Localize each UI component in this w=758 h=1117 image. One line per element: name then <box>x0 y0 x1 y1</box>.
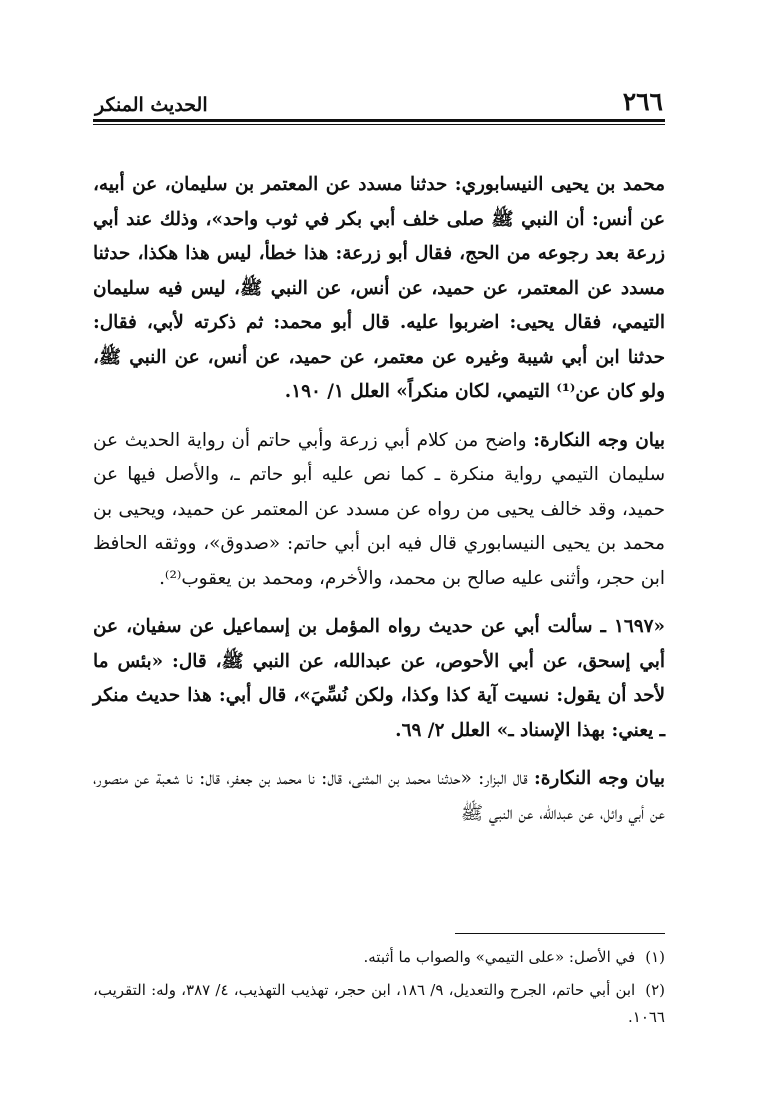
paragraph-2-text: واضح من كلام أبي زرعة وأبي حاتم أن رواية الحديث عن سليمان التيمي رواية منكرة ـ كما نص عليه أبو حاتم ـ، والأصل فيها عن حميد، وقد خالف يحيى من رواه عن مسدد عن المعتمر عن حميد، ويحيى بن محمد بن يحيى النيسابوري قال فيه ابن أبي حاتم: «صدوق»، ووثقه الحافظ ابن حجر، وأثنى عليه صالح بن محمد، والأخرم، ومحمد بن يعقوب⁽²⁾. <box>93 429 665 589</box>
paragraph-4-text: قال البزار: «حدثنا محمد بن المثنى، قال: نا محمد بن جعفر، قال: نا شعبة عن منصور، عن أبي وائل، عن عبدالله، عن النبي ﷺ <box>93 768 665 824</box>
paragraph-2 <box>93 424 665 597</box>
footnote-1-mark: (١) <box>645 948 665 966</box>
footnote-2-text: ابن أبي حاتم، الجرح والتعديل، ٩/ ١٨٦، ابن حجر، تهذيب التهذيب، ٤/ ٣٨٧، وله: التقريب، ١٠٦٦. <box>93 981 665 1026</box>
main-text <box>93 168 665 845</box>
footnote-1 <box>93 944 665 971</box>
footnote-1-text: في الأصل: «على التيمي» والصواب ما أثبته. <box>363 948 636 966</box>
footnote-2-mark: (٢) <box>645 981 665 999</box>
running-title: الحديث المنكر <box>95 94 208 116</box>
header-rule-thick <box>93 119 665 122</box>
paragraph-2-label: بيان وجه النكارة: <box>533 429 665 451</box>
paragraph-4 <box>93 762 665 831</box>
page-number: ٢٦٦ <box>622 87 663 116</box>
paragraph-1: محمد بن يحيى النيسابوري: حدثنا مسدد عن المعتمر بن سليمان، عن أبيه، عن أنس: أن النبي ﷺ صلى خلف أبي بكر في ثوب واحد»، وذلك عند أبي زرعة بعد رجوعه من الحج، فقال أبو زرعة: هذا خطأ، ليس هذا هكذا، حدثنا مسدد عن المعتمر، عن حميد، عن أنس، عن النبي ﷺ، ليس فيه سليمان التيمي، فقال يحيى: اضربوا عليه. قال أبو محمد: ثم ذكرته لأبي، فقال: حدثنا ابن أبي شيبة وغيره عن معتمر، عن حميد، عن أنس، عن النبي ﷺ، ولو كان عن⁽¹⁾ التيمي، لكان منكراً» العلل ١/ ١٩٠. <box>93 174 665 402</box>
footnotes <box>93 944 665 1037</box>
paragraph-3: «١٦٩٧ ـ سألت أبي عن حديث رواه المؤمل بن إسماعيل عن سفيان، عن أبي إسحق، عن أبي الأحوص، عن عبدالله، عن النبي ﷺ، قال: «بئس ما لأحد أن يقول: نسيت آية كذا وكذا، ولكن نُسِّيَ»، قال أبي: هذا حديث منكر ـ يعني: بهذا الإسناد ـ» العلل ٢/ ٦٩. <box>93 616 665 741</box>
footnote-2 <box>93 977 665 1031</box>
footnote-separator <box>455 933 665 934</box>
page-header <box>95 82 663 116</box>
header-rule-thin <box>93 124 665 125</box>
paragraph-4-label: بيان وجه النكارة: <box>533 768 665 789</box>
